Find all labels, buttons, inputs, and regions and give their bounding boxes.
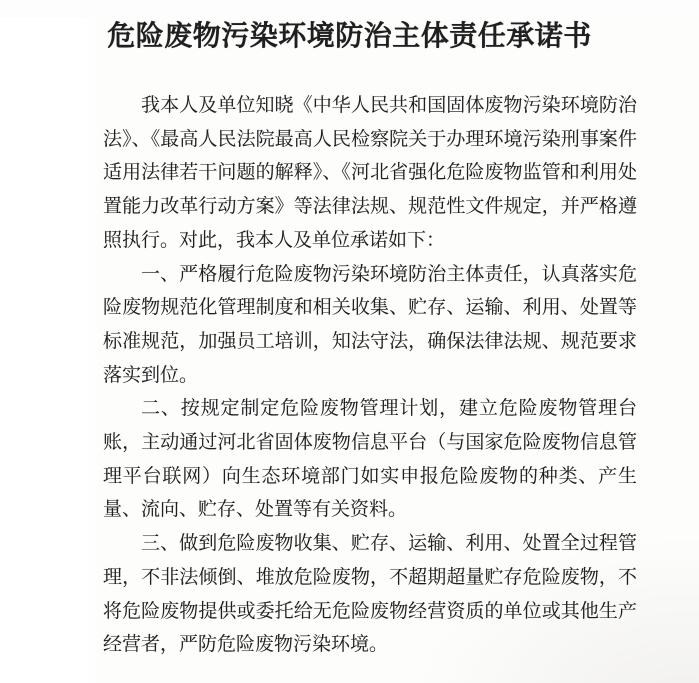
paragraph-commitment-3: 三、做到危险废物收集、贮存、运输、利用、处置全过程管理，不非法倾倒、堆放危险废物，不超期超量贮存危险废物，不将危险废物提供或委托给无危险废物经营资质的单位或其他生产经营者，严防危险废物污染环境。 — [103, 533, 637, 656]
document-page — [0, 18, 699, 683]
document-body — [103, 89, 637, 662]
paragraph-commitment-2: 二、按规定制定危险废物管理计划，建立危险废物管理台账，主动通过河北省固体废物信息平台（与国家危险废物信息管理平台联网）向生态环境部门如实申报危险废物的种类、产生量、流向、贮存、处置等有关资料。 — [103, 398, 637, 521]
paragraph-intro: 我本人及单位知晓《中华人民共和国固体废物污染环境防治法》、《最高人民法院最高人民检察院关于办理环境污染刑事案件适用法律若干问题的解释》、《河北省强化危险废物监管和利用处置能力改革行动方案》等法律法规、规范性文件规定，并严格遵照执行。对此，我本人及单位承诺如下： — [103, 95, 637, 251]
paragraph-commitment-1: 一、严格履行危险废物污染环境防治主体责任，认真落实危险废物规范化管理制度和相关收集、贮存、运输、利用、处置等标准规范，加强员工培训，知法守法，确保法律法规、规范要求落实到位。 — [103, 263, 637, 386]
document-title: 危险废物污染环境防治主体责任承诺书 — [107, 21, 592, 52]
